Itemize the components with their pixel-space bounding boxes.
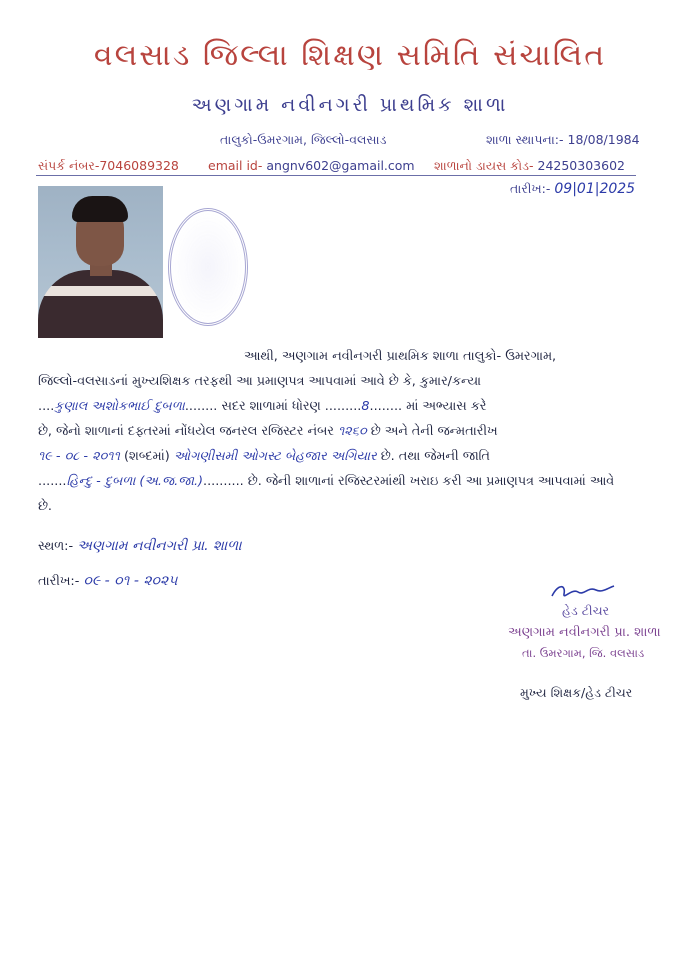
line5-end: છે. તથા જેમની જાતિ	[380, 449, 490, 464]
student-photo	[38, 186, 163, 338]
issue-date-label: તારીખ:-	[510, 181, 551, 196]
signature-mark	[548, 580, 618, 604]
register-number: ૧૨૬૦	[338, 424, 367, 439]
footer-date-label: તારીખ:-	[38, 574, 80, 589]
school-stamp-impression	[168, 208, 248, 326]
dise-label: શાળાનો ડાયસ કોડ-	[434, 158, 534, 173]
body-line-1: આથી, અણગામ નવીનગરી પ્રાથમિક શાળા તાલુકો- ઉમરગામ,	[244, 349, 557, 364]
seal-role: હેડ ટીચર	[562, 603, 610, 618]
footer-date-field	[38, 573, 177, 589]
seal-place: તા. ઉમરગામ, જિ. વલસાડ	[522, 646, 645, 660]
established-field	[486, 132, 640, 148]
school-name: અણગામ નવીનગરી પ્રાથમિક શાળા	[191, 94, 509, 116]
body-line-4	[38, 424, 498, 439]
body-line-2: જિલ્લો-વલસાડનાં મુખ્યશિક્ષક તરફથી આ પ્રમાણપત્ર આપવામાં આવે છે કે, કુમાર/કન્યા	[38, 374, 482, 389]
email-value: angnv602@gamail.com	[266, 158, 415, 173]
in-words-label: (શબ્દમાં)	[123, 449, 170, 464]
place-value: અણગામ નવીનગરી પ્રા. શાળા	[77, 538, 242, 554]
line4-end: છે અને તેની જન્મતારીખ	[370, 424, 498, 439]
school-address: તાલુકો-ઉમરગામ, જિલ્લો-વલસાડ	[220, 132, 387, 147]
issue-date-field	[510, 181, 635, 197]
photo-shirt	[38, 270, 163, 338]
body-line-3: ....કુણાલ અશોકભાઈ દુબળા........ સદર શાળામાં ધોરણ .........8........ માં અભ્યાસ કરે	[38, 399, 487, 414]
seal-school-name: અણગામ નવીનગરી પ્રા. શાળા	[508, 625, 661, 640]
line3-mid: સદર શાળામાં ધોરણ	[221, 399, 321, 414]
contact-label: સંપર્ક નંબર-	[38, 158, 100, 173]
place-field	[38, 538, 242, 554]
email-label: email id-	[208, 158, 263, 173]
place-label: સ્થળ:-	[38, 539, 74, 554]
standard-value: 8	[361, 399, 370, 414]
issue-date-value: 09|01|2025	[554, 181, 636, 197]
contact-field	[38, 158, 179, 174]
body-line-6: .......હિન્દુ - દુબળા (અ.જ.જા.).......... છે. જેની શાળાનાં રજિસ્ટરમાંથી ખરાઇ કરી આ પ્રમાણપત્ર આપવામાં આવે	[38, 474, 615, 489]
birth-date: ૧૯ - ૦૮ - ૨૦૧૧	[38, 449, 120, 464]
dise-value: 24250303602	[537, 158, 625, 173]
email-field	[208, 158, 415, 173]
caste-value: હિન્દુ - દુબળા (અ.જ.જા.)	[66, 474, 204, 489]
body-line-5	[38, 449, 490, 464]
body-line-7: છે.	[38, 499, 52, 514]
established-label: શાળા સ્થાપના:-	[486, 132, 564, 147]
organization-title: વલસાડ જિલ્લા શિક્ષણ સમિતિ સંચાલિત	[93, 38, 607, 73]
established-value: 18/08/1984	[567, 132, 640, 147]
signatory-designation: મુખ્ય શિક્ષક/હેડ ટીચર	[520, 685, 633, 700]
dise-code-field	[434, 158, 625, 174]
footer-date-value: ૦૯ - ૦૧ - ૨૦૨૫	[83, 573, 178, 589]
header-divider	[36, 175, 636, 176]
line3-end: માં અભ્યાસ કરે	[406, 399, 487, 414]
student-name: કુણાલ અશોકભાઈ દુબળા	[54, 399, 185, 414]
contact-value: 7046089328	[99, 158, 179, 173]
line6-end: છે. જેની શાળાનાં રજિસ્ટરમાંથી ખરાઇ કરી આ પ્રમાણપત્ર આપવામાં આવે	[247, 474, 615, 489]
photo-hair	[72, 196, 128, 222]
birth-date-words: ઓગણીસમી ઓગસ્ટ બેહજાર અગિયાર	[173, 449, 377, 464]
line4-start: છે, જેનો શાળાનાં દફ્તરમાં નોંધયેલ જનરલ રજિસ્ટર નંબર	[38, 424, 334, 439]
